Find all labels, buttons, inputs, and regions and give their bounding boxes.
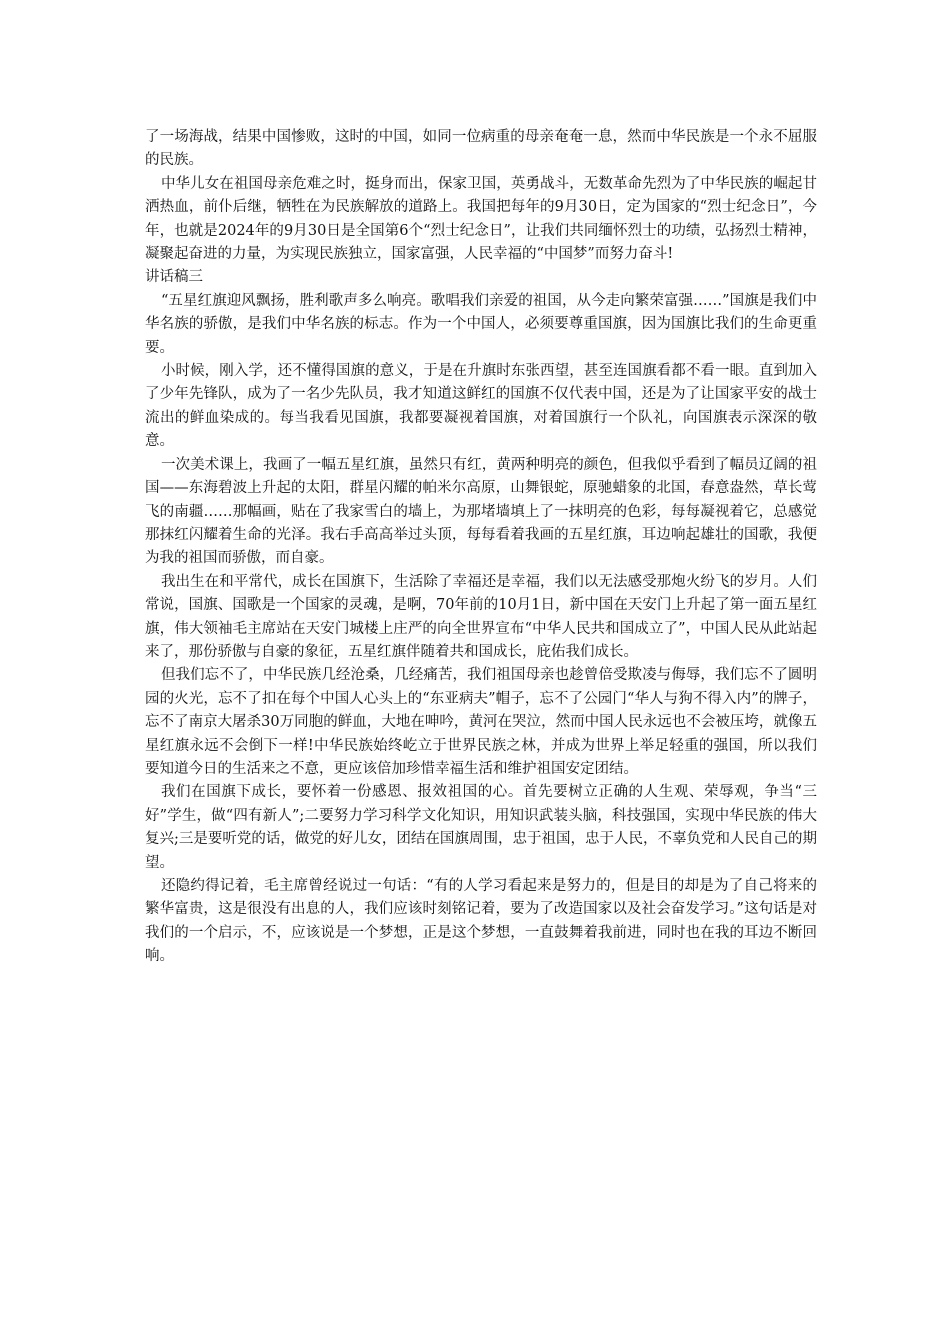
paragraph-childhood: 小时候，刚入学，还不懂得国旗的意义，于是在升旗时东张西望，甚至连国旗看都不看一眼。直到加入了少年先锋队，成为了一名少先队员，我才知道这鲜红的国旗不仅代表中国，还是为了让国家平安的战士流出的鲜血染成的。每当我看见国旗，我都要凝视着国旗，对着国旗行一个队礼，向国旗表示深深的敬意。 (145, 363, 817, 450)
paragraph-continuation: 了一场海战，结果中国惨败，这时的中国，如同一位病重的母亲奄奄一息，然而中华民族是一个永不屈服的民族。 (145, 129, 817, 169)
paragraph-flag-song: “五星红旗迎风飘扬，胜利歌声多么响亮。歌唱我们亲爱的祖国，从今走向繁荣富强……”国旗是我们中华名族的骄傲，是我们中华名族的标志。作为一个中国人，必须要尊重国旗，因为国旗比我们的生命更重要。 (145, 292, 817, 356)
paragraph-art-class: 一次美术课上，我画了一幅五星红旗，虽然只有红，黄两种明亮的颜色，但我似乎看到了幅员辽阔的祖国——东海碧波上升起的太阳，群星闪耀的帕米尔高原，山舞银蛇，原驰蜡象的北国，春意盎然，草长莺飞的南疆……那幅画，贴在了我家雪白的墙上，为那堵墙填上了一抹明亮的色彩，每每凝视着它，总感觉那抹红闪耀着生命的光泽。我右手高高举过头顶，每每看着我画的五星红旗，耳边响起雄壮的国歌，我便为我的祖国而骄傲，而自豪。 (145, 456, 817, 567)
paragraph-quote: 还隐约得记着，毛主席曾经说过一句话：“有的人学习看起来是努力的，但是目的却是为了自己将来的繁华富贵，这是很没有出息的人，我们应该时刻铭记着，要为了改造国家以及社会奋发学习。”这句话是对我们的一个启示，不，应该说是一个梦想，正是这个梦想，一直鼓舞着我前进，同时也在我的耳边不断回响。 (145, 878, 817, 965)
paragraph-peace-era: 我出生在和平常代，成长在国旗下，生活除了幸福还是幸福，我们以无法感受那炮火纷飞的岁月。人们常说，国旗、国歌是一个国家的灵魂，是啊，70年前的10月1日，新中国在天安门上升起了第一面五星红旗，伟大领袖毛主席站在天安门城楼上庄严的向全世界宣布“中华人民共和国成立了”，中国人民从此站起来了，那份骄傲与自豪的象征，五星红旗伴随着共和国成长，庇佑我们成长。 (145, 573, 817, 660)
paragraph-history: 但我们忘不了，中华民族几经沧桑，几经痛苦，我们祖国母亲也趁曾倍受欺凌与侮辱，我们忘不了圆明园的火光，忘不了扣在每个中国人心头上的“东亚病夫”帽子，忘不了公园门“华人与狗不得入内”的牌子，忘不了南京大屠杀30万同胞的鲜血，大地在呻吟，黄河在哭泣，然而中国人民永远也不会被压垮，就像五星红旗永远不会倒下一样!中华民族始终屹立于世界民族之林，并成为世界上举足轻重的强国，所以我们要知道今日的生活来之不意，更应该倍加珍惜幸福生活和维护祖国安定团结。 (145, 667, 817, 777)
section-heading: 讲话稿三 (145, 269, 203, 286)
paragraph-grow-up: 我们在国旗下成长，要怀着一份感恩、报效祖国的心。首先要树立正确的人生观、荣辱观，争当“三好”学生，做“四有新人”;二要努力学习科学文化知识，用知识武装头脑，科技强国，实现中华民族的伟大复兴;三是要听党的话，做党的好儿女，团结在国旗周围，忠于祖国，忠于人民，不辜负党和人民自己的期望。 (145, 784, 817, 871)
paragraph-martyrs-day: 中华儿女在祖国母亲危难之时，挺身而出，保家卫国，英勇战斗，无数革命先烈为了中华民族的崛起甘洒热血，前仆后继，牺牲在为民族解放的道路上。我国把每年的9月30日，定为国家的“烈士纪念日”，今年，也就是2024年的9月30日是全国第6个“烈士纪念日”，让我们共同缅怀烈士的功绩，弘扬烈士精神，凝聚起奋进的力量，为实现民族独立，国家富强，人民幸福的“中国梦”而努力奋斗! (145, 175, 817, 263)
document-page (145, 126, 817, 969)
